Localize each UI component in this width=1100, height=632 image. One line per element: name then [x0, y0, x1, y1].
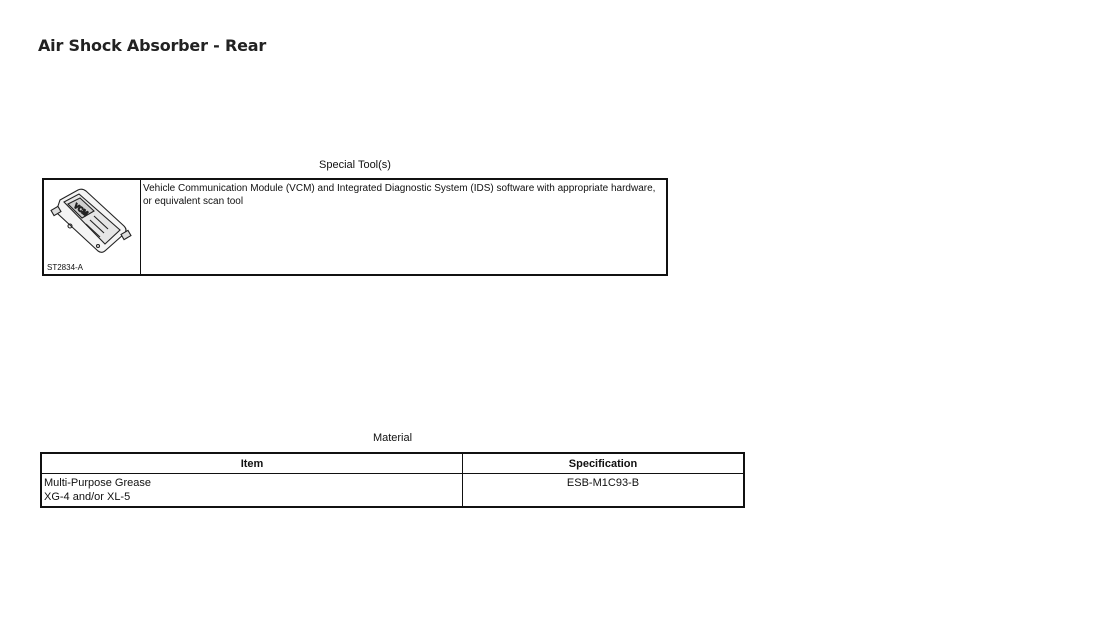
column-header-specification: Specification — [463, 453, 745, 474]
svg-text:VCM: VCM — [72, 202, 89, 218]
material-table — [40, 452, 745, 508]
column-header-item: Item — [41, 453, 463, 474]
tool-image-cell — [43, 179, 141, 275]
tool-code-label: ST2834-A — [47, 263, 84, 272]
material-caption: Material — [372, 432, 413, 444]
material-specification-cell: ESB-M1C93-B — [463, 474, 745, 508]
special-tools-table — [42, 178, 668, 276]
material-item-cell — [41, 474, 463, 508]
tool-description: Vehicle Communication Module (VCM) and Integrated Diagnostic System (IDS) software with appropriate hardware, or equivalent scan tool — [141, 179, 668, 275]
table-row — [43, 179, 667, 275]
material-item-name: Multi-Purpose Grease — [44, 477, 151, 489]
page-title: Air Shock Absorber - Rear — [38, 36, 267, 55]
table-header-row — [41, 453, 744, 474]
special-tools-caption: Special Tool(s) — [319, 159, 391, 171]
scan-tool-device-icon — [50, 186, 134, 258]
material-item-grade: XG-4 and/or XL-5 — [44, 491, 131, 503]
table-row — [41, 474, 744, 508]
